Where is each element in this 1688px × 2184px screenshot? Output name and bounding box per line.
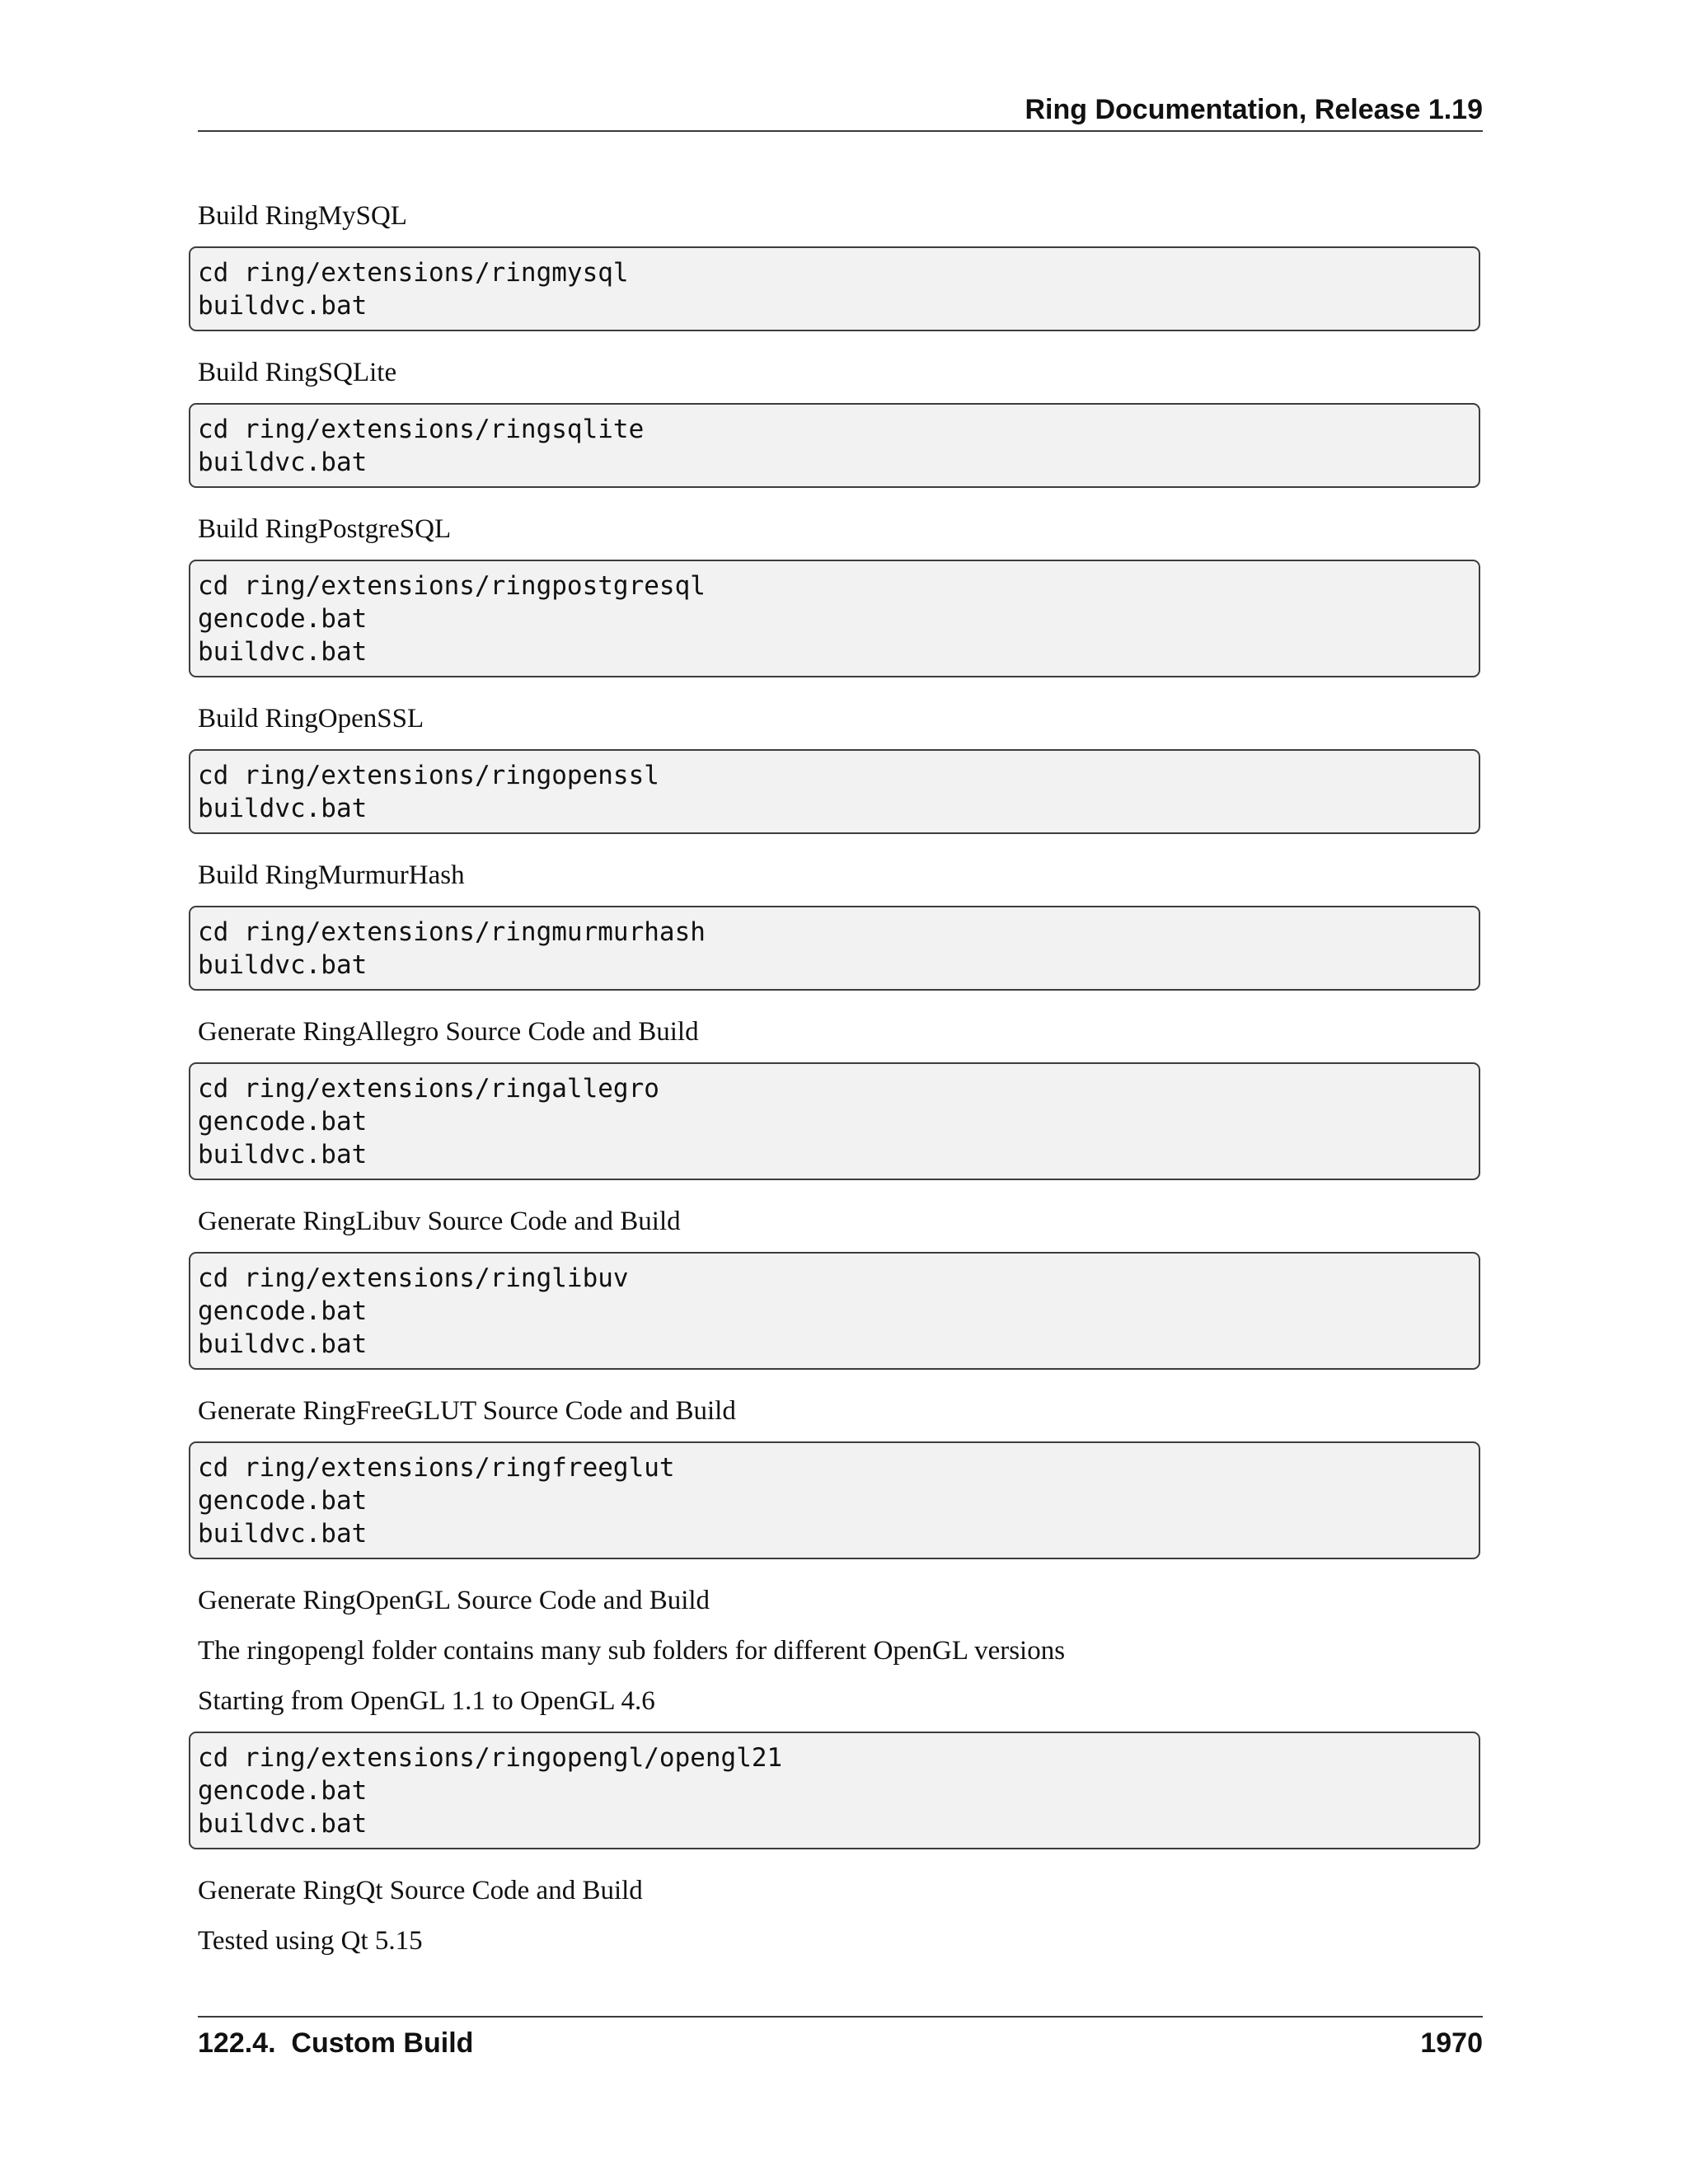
code-line: gencode.bat (198, 1776, 368, 1806)
code-line: buildvc.bat (198, 1140, 368, 1169)
code-line: cd ring/extensions/ringpostgresql (198, 571, 706, 601)
page-footer (198, 2016, 1483, 2067)
section-label: Generate RingFreeGLUT Source Code and Build (198, 1396, 736, 1426)
code-line: buildvc.bat (198, 637, 368, 667)
code-line: buildvc.bat (198, 448, 368, 477)
document-title: Ring Documentation, Release 1.19 (1025, 94, 1483, 125)
code-line: gencode.bat (198, 1296, 368, 1326)
code-line: gencode.bat (198, 604, 368, 634)
section-label: Generate RingOpenGL Source Code and Build (198, 1586, 710, 1615)
section-label: Build RingMurmurHash (198, 860, 465, 890)
page-header (198, 89, 1483, 132)
code-line: cd ring/extensions/ringsqlite (198, 415, 645, 444)
paragraph: Tested using Qt 5.15 (198, 1926, 423, 1956)
code-block (189, 1732, 1480, 1849)
code-block (189, 403, 1480, 488)
code-line: buildvc.bat (198, 1329, 368, 1359)
code-line: buildvc.bat (198, 291, 368, 321)
code-block (189, 1441, 1480, 1559)
code-line: cd ring/extensions/ringlibuv (198, 1263, 629, 1293)
section-label: Generate RingQt Source Code and Build (198, 1876, 643, 1905)
section-label: Generate RingAllegro Source Code and Build (198, 1017, 699, 1047)
code-line: cd ring/extensions/ringmurmurhash (198, 917, 706, 947)
section-label: Generate RingLibuv Source Code and Build (198, 1207, 681, 1236)
code-block (189, 906, 1480, 991)
section-label: Build RingMySQL (198, 201, 407, 231)
code-line: gencode.bat (198, 1107, 368, 1137)
code-line: gencode.bat (198, 1486, 368, 1516)
page-number: 1970 (1420, 2027, 1483, 2059)
main-content (198, 198, 1492, 1959)
code-line: buildvc.bat (198, 1519, 368, 1549)
code-block (189, 749, 1480, 834)
paragraph: Starting from OpenGL 1.1 to OpenGL 4.6 (198, 1686, 655, 1716)
code-block (189, 560, 1480, 677)
paragraph: The ringopengl folder contains many sub folders for different OpenGL versions (198, 1636, 1066, 1666)
code-block (189, 1062, 1480, 1180)
section-label: Build RingPostgreSQL (198, 514, 452, 544)
code-line: buildvc.bat (198, 950, 368, 980)
code-line: cd ring/extensions/ringopengl/opengl21 (198, 1743, 783, 1773)
code-line: buildvc.bat (198, 794, 368, 823)
code-line: cd ring/extensions/ringopenssl (198, 761, 659, 790)
code-line: cd ring/extensions/ringallegro (198, 1074, 659, 1104)
code-line: buildvc.bat (198, 1809, 368, 1839)
footer-section-title: 122.4. Custom Build (198, 2027, 474, 2059)
code-line: cd ring/extensions/ringmysql (198, 258, 629, 288)
code-block (189, 1252, 1480, 1370)
section-label: Build RingOpenSSL (198, 704, 424, 733)
code-line: cd ring/extensions/ringfreeglut (198, 1453, 675, 1483)
section-label: Build RingSQLite (198, 358, 397, 387)
code-block (189, 246, 1480, 331)
